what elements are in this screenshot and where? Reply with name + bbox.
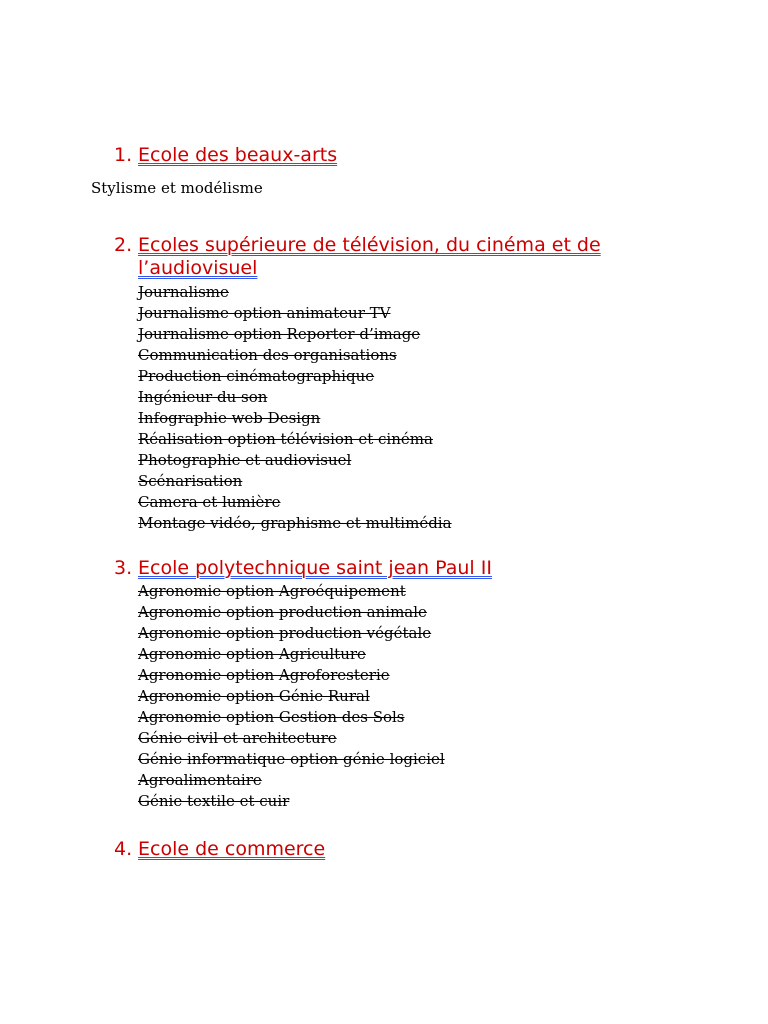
plain-item: Stylisme et modélisme: [91, 179, 263, 197]
section-heading-1: [114, 144, 674, 167]
struck-item: Journalisme option Reporter d’image: [138, 325, 421, 343]
struck-item: Agronomie option production animale: [138, 603, 427, 621]
section-heading-3: [114, 557, 674, 580]
struck-item: Scénarisation: [138, 472, 243, 490]
struck-item: Ingénieur du son: [138, 388, 268, 406]
struck-item: Agronomie option Agriculture: [138, 645, 366, 663]
section-title-link[interactable]: Ecole polytechnique saint jean Paul II: [138, 557, 492, 579]
section-number: 2.: [114, 234, 133, 256]
struck-item: Agronomie option Agroéquipement: [138, 582, 406, 600]
section-title-link[interactable]: Ecole de commerce: [138, 838, 326, 860]
struck-item: Génie informatique option génie logiciel: [138, 750, 445, 768]
section-number: 3.: [114, 557, 133, 579]
struck-item: Journalisme: [138, 283, 229, 301]
struck-item: Agronomie option Génie Rural: [138, 687, 370, 705]
struck-item: Montage vidéo, graphisme et multimédia: [138, 514, 452, 532]
section-title-link[interactable]: Ecole des beaux-arts: [138, 144, 338, 166]
struck-item: Production cinématographique: [138, 367, 375, 385]
struck-item: Infographie web Design: [138, 409, 321, 427]
struck-item: Génie textile et cuir: [138, 792, 290, 810]
struck-item: Journalisme option animateur TV: [138, 304, 391, 322]
section-number: 1.: [114, 144, 133, 166]
struck-item: Communication des organisations: [138, 346, 397, 364]
struck-item: Agronomie option Gestion des Sols: [138, 708, 405, 726]
struck-item: Réalisation option télévision et cinéma: [138, 430, 433, 448]
struck-item: Agronomie option Agroforesterie: [138, 666, 390, 684]
section-heading-2: [114, 234, 674, 280]
section-title-link[interactable]: Ecoles supérieure de télévision, du cinéma et de l’audiovisuel: [138, 234, 601, 279]
struck-item: Génie civil et architecture: [138, 729, 337, 747]
struck-item: Agronomie option production végétale: [138, 624, 432, 642]
struck-item-list-2: [138, 282, 452, 534]
section-heading-4: [114, 838, 674, 861]
struck-item: Agroalimentaire: [138, 771, 262, 789]
struck-item-list-3: [138, 581, 445, 812]
struck-item: Photographie et audiovisuel: [138, 451, 352, 469]
section-number: 4.: [114, 838, 133, 860]
struck-item: Camera et lumière: [138, 493, 281, 511]
